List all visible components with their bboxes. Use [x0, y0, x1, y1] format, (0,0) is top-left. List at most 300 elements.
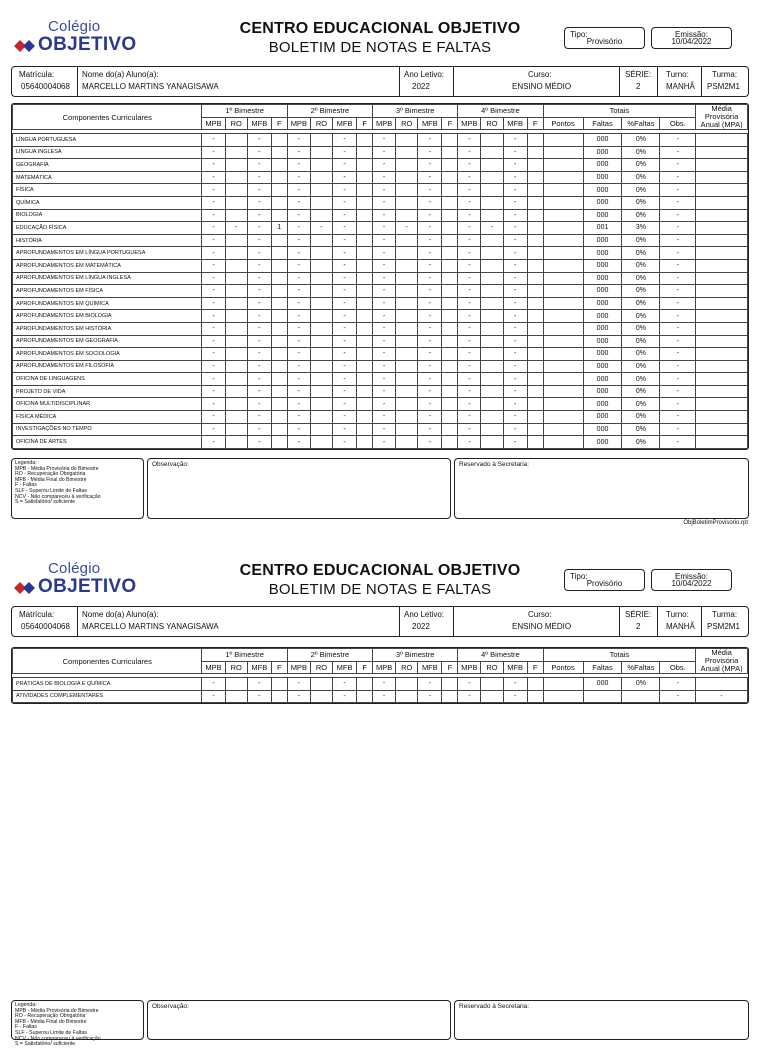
- nome-cell: [78, 67, 400, 96]
- grade-cell: [310, 196, 332, 209]
- grade-cell: [543, 272, 583, 285]
- subheader-mpb: MPB: [458, 117, 481, 130]
- grade-cell: 000: [583, 348, 622, 361]
- grade-cell: [271, 285, 287, 298]
- grade-cell: [225, 322, 247, 335]
- grade-cell: [271, 398, 287, 411]
- grade-cell: -: [247, 690, 271, 703]
- grade-cell: [696, 247, 748, 260]
- grade-cell: -: [333, 297, 357, 310]
- emissao-value: 10/04/2022: [671, 37, 712, 46]
- grade-cell: -: [247, 310, 271, 323]
- grade-cell: -: [202, 678, 225, 691]
- grade-cell: -: [287, 423, 310, 436]
- grade-cell: -: [287, 398, 310, 411]
- subheader-mpb: MPB: [287, 117, 310, 130]
- grade-cell: [527, 678, 543, 691]
- grade-cell: -: [458, 322, 481, 335]
- grade-cell: [543, 385, 583, 398]
- grade-cell: [481, 146, 503, 159]
- grade-cell: -: [287, 360, 310, 373]
- grade-cell: [357, 247, 373, 260]
- subheader-mfb: MFB: [418, 117, 442, 130]
- grade-cell: -: [287, 436, 310, 449]
- subheader-mpb: MPB: [287, 661, 310, 674]
- grade-cell: [696, 297, 748, 310]
- grade-cell: [527, 423, 543, 436]
- grade-cell: 000: [583, 297, 622, 310]
- grade-cell: [543, 297, 583, 310]
- grade-cell: -: [247, 678, 271, 691]
- grade-cell: -: [660, 184, 696, 197]
- grade-cell: [543, 398, 583, 411]
- grade-cell: [271, 259, 287, 272]
- grade-cell: -: [373, 322, 396, 335]
- curso-value: ENSINO MÉDIO: [512, 82, 572, 91]
- subheader-ro: RO: [481, 661, 503, 674]
- grade-cell: 000: [583, 436, 622, 449]
- grade-cell: [310, 184, 332, 197]
- secretaria-label: Reservado à Secretaria:: [459, 461, 530, 468]
- ano-cell: [400, 67, 454, 96]
- legend-box: [11, 1000, 144, 1048]
- grade-cell: [225, 285, 247, 298]
- grade-cell: [543, 285, 583, 298]
- grade-cell: 0%: [622, 436, 660, 449]
- grade-cell: [310, 335, 332, 348]
- grade-cell: [442, 436, 458, 449]
- grade-cell: -: [287, 335, 310, 348]
- grade-cell: [225, 196, 247, 209]
- logo-objetivo-text: OBJETIVO: [38, 576, 137, 597]
- component-name: GEOGRAFIA: [13, 159, 202, 172]
- grade-cell: [396, 348, 418, 361]
- report-file-name: ObjBoletimProvisorio.rpt: [683, 520, 748, 526]
- matricula-value: 05640004068: [21, 82, 70, 91]
- grade-cell: -: [373, 360, 396, 373]
- grade-cell: -: [396, 222, 418, 235]
- grade-cell: -: [503, 134, 527, 147]
- grade-cell: -: [503, 348, 527, 361]
- grade-cell: -: [333, 348, 357, 361]
- grade-cell: [442, 385, 458, 398]
- grade-cell: [357, 373, 373, 386]
- subheader-faltas: Faltas: [583, 661, 622, 674]
- logo-mark-icon: [14, 37, 38, 55]
- grade-cell: [527, 411, 543, 424]
- grade-cell: -: [373, 690, 396, 703]
- subheader-mpb: MPB: [458, 661, 481, 674]
- grade-cell: -: [503, 159, 527, 172]
- nome-cell: [78, 607, 400, 636]
- grade-cell: [396, 146, 418, 159]
- logo-mark-icon: [14, 579, 38, 597]
- grade-cell: -: [503, 678, 527, 691]
- grade-cell: [310, 171, 332, 184]
- grade-cell: [481, 234, 503, 247]
- grade-cell: -: [247, 171, 271, 184]
- subheader-mfb: MFB: [503, 117, 527, 130]
- grade-cell: -: [660, 247, 696, 260]
- grade-cell: -: [247, 272, 271, 285]
- grade-cell: [310, 690, 332, 703]
- grade-cell: [543, 411, 583, 424]
- grade-cell: -: [202, 146, 225, 159]
- grade-cell: 000: [583, 134, 622, 147]
- table-row: [13, 234, 748, 247]
- curso-label: Curso:: [528, 610, 552, 619]
- grade-cell: 0%: [622, 209, 660, 222]
- grade-cell: -: [247, 146, 271, 159]
- grade-cell: [442, 322, 458, 335]
- table-row: [13, 411, 748, 424]
- grade-cell: [696, 272, 748, 285]
- grade-cell: [527, 322, 543, 335]
- grade-cell: [481, 423, 503, 436]
- grade-cell: -: [310, 222, 332, 235]
- grade-cell: [527, 222, 543, 235]
- grade-cell: -: [333, 209, 357, 222]
- grade-cell: [225, 134, 247, 147]
- grade-cell: -: [333, 272, 357, 285]
- grade-cell: -: [418, 297, 442, 310]
- grade-cell: [357, 385, 373, 398]
- grade-cell: -: [287, 285, 310, 298]
- grade-cell: 0%: [622, 423, 660, 436]
- grade-cell: [310, 234, 332, 247]
- grade-cell: -: [373, 411, 396, 424]
- emissao-box: [651, 27, 732, 49]
- grade-cell: [310, 259, 332, 272]
- grade-cell: -: [247, 259, 271, 272]
- grade-cell: [527, 373, 543, 386]
- grade-cell: -: [503, 222, 527, 235]
- grade-cell: [696, 196, 748, 209]
- grade-cell: -: [287, 159, 310, 172]
- grade-cell: -: [373, 678, 396, 691]
- grade-cell: [527, 146, 543, 159]
- table-row: [13, 373, 748, 386]
- grade-cell: -: [373, 146, 396, 159]
- header-mpa: Média Provisória Anual (MPA): [696, 105, 748, 130]
- document-title: [190, 20, 570, 56]
- subheader-f: F: [442, 661, 458, 674]
- grade-cell: [481, 159, 503, 172]
- grade-cell: [310, 398, 332, 411]
- grade-cell: -: [333, 171, 357, 184]
- grade-cell: 0%: [622, 171, 660, 184]
- grade-cell: [225, 385, 247, 398]
- component-name: APROFUNDAMENTOS EM HISTÓRIA: [13, 322, 202, 335]
- grade-cell: -: [333, 678, 357, 691]
- grade-cell: -: [333, 310, 357, 323]
- grade-cell: [543, 159, 583, 172]
- grade-cell: -: [333, 690, 357, 703]
- grade-cell: 0%: [622, 310, 660, 323]
- grade-cell: [543, 209, 583, 222]
- grade-cell: [442, 146, 458, 159]
- table-row: [13, 690, 748, 703]
- grade-cell: [442, 234, 458, 247]
- component-name: LÍNGUA PORTUGUESA: [13, 134, 202, 147]
- grade-cell: [527, 234, 543, 247]
- grade-cell: -: [660, 385, 696, 398]
- turma-label: Turma:: [712, 610, 738, 619]
- grade-cell: -: [287, 134, 310, 147]
- grade-cell: -: [458, 436, 481, 449]
- grade-cell: 000: [583, 335, 622, 348]
- grade-cell: [442, 348, 458, 361]
- grade-cell: 000: [583, 373, 622, 386]
- turno-label: Turno:: [666, 70, 689, 79]
- grade-cell: -: [287, 234, 310, 247]
- grade-cell: -: [373, 423, 396, 436]
- grade-cell: [543, 196, 583, 209]
- component-name: APROFUNDAMENTOS EM MATEMÁTICA: [13, 259, 202, 272]
- component-name: QUÍMICA: [13, 196, 202, 209]
- table-row: [13, 285, 748, 298]
- grade-cell: -: [287, 184, 310, 197]
- grade-cell: [271, 171, 287, 184]
- grade-cell: [396, 297, 418, 310]
- secretaria-box: [454, 1000, 749, 1040]
- grade-cell: [271, 373, 287, 386]
- grade-cell: [357, 398, 373, 411]
- table-row: [13, 398, 748, 411]
- grade-cell: -: [202, 411, 225, 424]
- component-name: APROFUNDAMENTOS EM QUÍMICA: [13, 297, 202, 310]
- grade-cell: -: [660, 348, 696, 361]
- grade-cell: [357, 146, 373, 159]
- grade-cell: [696, 171, 748, 184]
- component-name: APROFUNDAMENTOS EM SOCIOLOGIA: [13, 348, 202, 361]
- grade-cell: [396, 385, 418, 398]
- grade-cell: [357, 322, 373, 335]
- grade-cell: [357, 360, 373, 373]
- grade-cell: -: [373, 398, 396, 411]
- grade-cell: 000: [583, 209, 622, 222]
- grade-cell: [696, 385, 748, 398]
- report-name: BOLETIM DE NOTAS E FALTAS: [268, 39, 492, 56]
- matricula-label: Matrícula:: [19, 70, 55, 79]
- grade-cell: [527, 272, 543, 285]
- grade-cell: -: [458, 247, 481, 260]
- grade-cell: -: [418, 690, 442, 703]
- grade-cell: [357, 411, 373, 424]
- legend-line: NCV - Não compareceu à verificação: [15, 493, 101, 500]
- grade-cell: [481, 690, 503, 703]
- grade-cell: [527, 196, 543, 209]
- component-name: APROFUNDAMENTOS EM FÍSICA: [13, 285, 202, 298]
- component-name: FÍSICA: [13, 184, 202, 197]
- grade-cell: [396, 322, 418, 335]
- grade-cell: 3%: [622, 222, 660, 235]
- grade-cell: -: [458, 297, 481, 310]
- grade-cell: -: [202, 360, 225, 373]
- grade-cell: [357, 423, 373, 436]
- grade-cell: [481, 259, 503, 272]
- grade-cell: [225, 247, 247, 260]
- grade-cell: -: [287, 348, 310, 361]
- grade-cell: [310, 134, 332, 147]
- grade-cell: -: [202, 234, 225, 247]
- turno-label: Turno:: [666, 610, 689, 619]
- grade-cell: [442, 690, 458, 703]
- grade-cell: -: [247, 196, 271, 209]
- grade-cell: [442, 171, 458, 184]
- grade-cell: [310, 272, 332, 285]
- legend-lines: [15, 1009, 140, 1048]
- grade-cell: -: [287, 146, 310, 159]
- table-row: [13, 134, 748, 147]
- legend-line: S = Satisfatório/ suficiente: [15, 1041, 76, 1048]
- subheader-ro: RO: [310, 117, 332, 130]
- grade-cell: [481, 385, 503, 398]
- logo-colegio-text: Colégio: [48, 18, 101, 35]
- grade-cell: [310, 436, 332, 449]
- grade-cell: 0%: [622, 678, 660, 691]
- grade-cell: -: [503, 310, 527, 323]
- grade-cell: -: [247, 159, 271, 172]
- grade-cell: [442, 373, 458, 386]
- grade-cell: [271, 335, 287, 348]
- table-row: [13, 297, 748, 310]
- tipo-box: [564, 27, 645, 49]
- grade-cell: -: [458, 411, 481, 424]
- grade-cell: -: [503, 436, 527, 449]
- grade-cell: -: [287, 196, 310, 209]
- component-name: APROFUNDAMENTOS EM GEOGRAFIA: [13, 335, 202, 348]
- grade-cell: [396, 285, 418, 298]
- grade-cell: [481, 247, 503, 260]
- grade-cell: [442, 360, 458, 373]
- grade-cell: [696, 423, 748, 436]
- grade-cell: -: [458, 348, 481, 361]
- grade-cell: -: [202, 297, 225, 310]
- grade-cell: -: [333, 146, 357, 159]
- grade-cell: -: [503, 385, 527, 398]
- grade-cell: [396, 423, 418, 436]
- grade-cell: [271, 134, 287, 147]
- turno-cell: [658, 607, 702, 636]
- grade-cell: [357, 272, 373, 285]
- grade-cell: -: [287, 690, 310, 703]
- grade-cell: -: [660, 234, 696, 247]
- grade-cell: -: [333, 335, 357, 348]
- grade-cell: 000: [583, 146, 622, 159]
- grade-cell: [442, 247, 458, 260]
- grade-cell: -: [373, 297, 396, 310]
- subheader-ro: RO: [225, 117, 247, 130]
- grade-cell: [357, 436, 373, 449]
- curso-value: ENSINO MÉDIO: [512, 622, 572, 631]
- secretaria-box: [454, 458, 749, 519]
- ano-label: Ano Letivo:: [404, 610, 445, 619]
- grade-cell: -: [458, 184, 481, 197]
- grade-cell: -: [202, 184, 225, 197]
- grade-cell: [310, 385, 332, 398]
- grade-cell: [310, 159, 332, 172]
- nome-value: MARCELLO MARTINS YANAGISAWA: [82, 622, 219, 631]
- grade-cell: [357, 678, 373, 691]
- serie-value: 2: [636, 82, 641, 91]
- turma-value: PSM2M1: [707, 622, 740, 631]
- component-name: INVESTIGAÇÕES NO TEMPO: [13, 423, 202, 436]
- grade-cell: [696, 678, 748, 691]
- grade-cell: -: [287, 373, 310, 386]
- grade-cell: [527, 297, 543, 310]
- grade-cell: -: [202, 171, 225, 184]
- grade-cell: -: [287, 678, 310, 691]
- grade-cell: -: [247, 373, 271, 386]
- grade-cell: -: [660, 146, 696, 159]
- grade-cell: [481, 134, 503, 147]
- grade-cell: -: [660, 297, 696, 310]
- grade-cell: -: [660, 373, 696, 386]
- grade-cell: [225, 436, 247, 449]
- subheader-ro: RO: [225, 661, 247, 674]
- student-info: [11, 66, 749, 97]
- grade-cell: -: [333, 322, 357, 335]
- grade-cell: [396, 411, 418, 424]
- grade-cell: [271, 196, 287, 209]
- grade-cell: [396, 209, 418, 222]
- grade-cell: [527, 436, 543, 449]
- grade-cell: -: [458, 259, 481, 272]
- grade-cell: [696, 335, 748, 348]
- grade-cell: [396, 159, 418, 172]
- grade-cell: -: [333, 385, 357, 398]
- grade-cell: [225, 297, 247, 310]
- observacao-label: Observação:: [152, 1003, 189, 1010]
- grade-cell: -: [373, 247, 396, 260]
- subheader-f: F: [271, 661, 287, 674]
- grade-cell: -: [660, 322, 696, 335]
- grade-cell: [696, 146, 748, 159]
- grade-cell: 0%: [622, 322, 660, 335]
- grade-cell: -: [418, 134, 442, 147]
- grade-cell: [357, 222, 373, 235]
- header-bimestre-4: 4º Bimestre: [458, 105, 543, 118]
- grade-cell: [396, 373, 418, 386]
- grade-cell: -: [373, 285, 396, 298]
- grade-cell: [357, 234, 373, 247]
- table-row: [13, 310, 748, 323]
- grade-cell: -: [373, 310, 396, 323]
- grade-cell: [481, 272, 503, 285]
- component-name: PRÁTICAS DE BIOLOGIA E QUÍMICA: [13, 678, 202, 691]
- grade-cell: [396, 134, 418, 147]
- grade-cell: 0%: [622, 385, 660, 398]
- subheader-mfb: MFB: [247, 661, 271, 674]
- table-row: [13, 209, 748, 222]
- grade-cell: [527, 285, 543, 298]
- grade-cell: [357, 690, 373, 703]
- grade-cell: [225, 411, 247, 424]
- grade-cell: -: [247, 184, 271, 197]
- school-name: CENTRO EDUCACIONAL OBJETIVO: [239, 562, 521, 579]
- grade-cell: -: [247, 234, 271, 247]
- nome-label: Nome do(a) Aluno(a):: [82, 610, 159, 619]
- grade-cell: -: [503, 423, 527, 436]
- grade-cell: [543, 171, 583, 184]
- grade-cell: -: [202, 690, 225, 703]
- grade-cell: -: [247, 134, 271, 147]
- grade-cell: [583, 690, 622, 703]
- grade-cell: -: [202, 247, 225, 260]
- grade-cell: -: [458, 423, 481, 436]
- grade-cell: -: [660, 134, 696, 147]
